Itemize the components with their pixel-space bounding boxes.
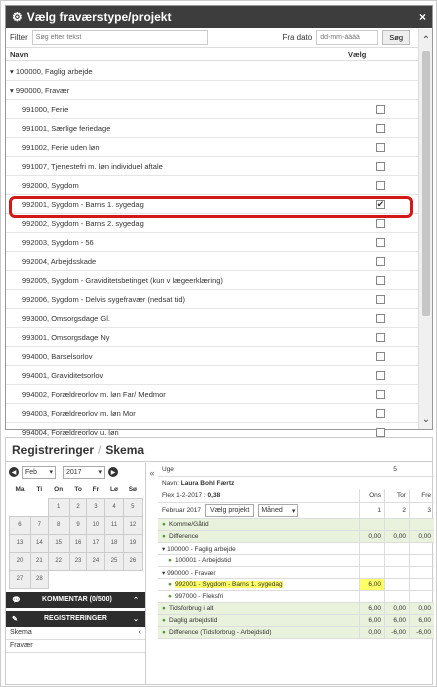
timesheet-row[interactable] [158,627,434,639]
timesheet-row-label: 997000 - Fleksfri [174,593,224,600]
employee-name: Laura Bohl Færtz [180,479,235,487]
timesheet-row[interactable] [158,531,434,543]
edit-icon: ✎ [12,615,18,623]
weekday-label: To [74,485,82,493]
select-checkbox[interactable] [376,371,385,380]
month-select[interactable] [22,466,56,479]
dialog-title: Vælg fraværstype/projekt [26,10,172,24]
timesheet-grid [158,463,434,685]
day-number: 2 [384,503,409,518]
year-value: 2017 [66,468,82,476]
list-item[interactable] [6,62,418,81]
calendar-day[interactable]: 1 [48,498,69,516]
hours-cell[interactable] [359,555,384,566]
select-checkbox[interactable] [376,181,385,190]
week-number: 5 [393,466,397,473]
chevron-up-icon: ⌃ [133,596,139,604]
chevron-down-icon: ▾ [291,507,296,515]
filter-row [6,28,432,48]
side-menu-label: Fravær [10,642,33,649]
left-panel [6,463,146,685]
list-item[interactable] [6,385,418,404]
calendar-day[interactable]: 26 [123,552,142,570]
hours-cell[interactable] [409,543,434,554]
list-item[interactable] [6,290,418,309]
calendar-day [10,498,31,516]
calendar-day[interactable]: 25 [105,552,123,570]
calendar-day [87,570,105,588]
list-item[interactable] [6,176,418,195]
registrations-bar-label: REGISTRERINGER [43,615,107,622]
select-checkbox[interactable] [376,257,385,266]
dialog-titlebar [6,6,432,28]
list-item-label: ▾ 100000, Faglig arbejde [10,66,93,76]
calendar-day[interactable]: 17 [87,534,105,552]
calendar-day[interactable]: 27 [10,570,31,588]
select-checkbox[interactable]: ✔ [376,198,385,209]
select-absence-dialog [5,5,433,437]
list-item-label: 991002, Ferie uden løn [22,142,100,152]
timesheet-row-label: Difference [168,533,199,540]
flex-label: Flex 1-2-2017 : [162,492,206,499]
hours-cell[interactable]: 0,00 [359,531,384,542]
hours-cell[interactable] [384,543,409,554]
col-select: Vælg [348,49,367,59]
list-item-label: 994003, Forældreorlov m. løn Mor [22,408,136,418]
calendar-day[interactable]: 24 [87,552,105,570]
month-label: Februar 2017 [162,507,202,514]
side-menu-item[interactable] [6,640,145,653]
calendar-day[interactable]: 19 [123,534,142,552]
calendar-day[interactable]: 5 [123,498,142,516]
select-checkbox[interactable] [376,124,385,133]
calendar-day [69,570,87,588]
list-item-label: 991000, Ferie [22,104,69,114]
timesheet-row-label: Tidsforbrug i alt [168,605,214,612]
hours-cell[interactable] [409,579,434,590]
list-item[interactable] [6,347,418,366]
timesheet-row-label: Daglig arbejdstid [168,617,218,624]
next-month-icon[interactable]: ▶ [108,467,118,477]
scroll-thumb[interactable] [422,51,430,316]
weekday-label: Sø [128,485,137,493]
gear-icon: ⚙ [12,10,23,24]
search-button[interactable]: Søg [382,30,410,45]
list-item-label: 992003, Sygdom - 56 [22,237,94,247]
hours-cell[interactable] [384,591,409,602]
calendar-day[interactable]: 23 [69,552,87,570]
timesheet-row[interactable] [158,603,434,615]
timesheet-row-label: Difference (Tidsforbrug - Arbejdstid) [168,629,272,636]
day-number: 3 [409,503,434,518]
list-item[interactable] [6,271,418,290]
select-checkbox[interactable] [376,276,385,285]
hours-cell[interactable]: 0,00 [409,531,434,542]
select-checkbox[interactable] [376,219,385,228]
choose-project-button[interactable]: Vælg projekt [205,504,254,517]
list-item-label: 991001, Særlige feriedage [22,123,111,133]
chevron-left-icon: ‹ [138,629,141,636]
select-checkbox[interactable] [376,238,385,247]
select-checkbox[interactable] [376,428,385,437]
hours-cell[interactable]: 0,00 [384,603,409,614]
list-item[interactable] [6,233,418,252]
list-item-label: 994002, Forældreorlov m. løn Far/ Medmor [22,389,166,399]
calendar-day[interactable]: 21 [30,552,48,570]
list-item-label: 992001, Sygdom - Barns 1. sygedag [22,199,144,209]
calendar-day[interactable]: 28 [30,570,48,588]
calendar-day[interactable]: 2 [69,498,87,516]
date-input[interactable] [316,30,378,45]
prev-month-icon[interactable]: ◀ [9,467,19,477]
list-item-label: 993001, Omsorgsdage Ny [22,332,110,342]
timesheet-row[interactable] [158,555,434,567]
list-item[interactable] [6,195,418,214]
calendar-day[interactable]: 10 [87,516,105,534]
weekday-label: On [54,485,64,493]
filter-input[interactable] [32,30,208,45]
hours-cell[interactable] [409,567,434,578]
side-menu [6,627,145,653]
select-checkbox[interactable] [376,162,385,171]
col-name: Navn [10,49,29,59]
registrations-bar[interactable] [6,611,145,627]
list-item-label: 992005, Sygdom - Graviditetsbetinget (kun v lægeerklæring) [22,275,223,285]
status-dot-icon: ● [168,557,172,564]
day-head: Ons [359,489,384,502]
list-item-label: 993000, Omsorgsdage Gl. [22,313,110,323]
weekday-label: Ma [15,486,25,493]
calendar-day[interactable]: 20 [10,552,31,570]
timesheet-row[interactable] [158,519,434,531]
timesheet-row-label: 992001 - Sygdom - Barns 1. sygedag [174,581,283,588]
select-checkbox[interactable] [376,295,385,304]
month-value: Feb [25,468,38,476]
status-dot-icon: ● [162,617,166,624]
calendar-nav [6,463,145,481]
scrollbar[interactable] [418,29,432,429]
list-item-label: 992000, Sygdom [22,180,79,190]
side-menu-label: Skema [10,629,32,636]
side-menu-item[interactable] [6,627,145,640]
hours-cell[interactable]: 6,00 [384,615,409,626]
crumb-separator: / [98,442,102,457]
hours-cell[interactable]: 6,00 [359,603,384,614]
comment-icon: 💬 [12,596,21,604]
weekday-label: Lø [110,485,118,493]
comment-bar-label: KOMMENTAR (0/500) [41,596,112,603]
select-checkbox[interactable] [376,143,385,152]
chevron-down-icon: ⌄ [133,615,139,623]
calendar-day [105,570,123,588]
list-item-label: ▾ 990000, Fravær [10,85,70,95]
calendar-day [30,498,48,516]
timesheet-row-label: ▾ 990000 - Fravær [162,569,216,577]
list-item-label: 994004, Forældreorlov u. løn [22,427,119,437]
chevron-down-icon: ▾ [98,469,102,476]
mini-calendar [9,481,143,589]
select-checkbox[interactable] [376,105,385,114]
day-head: Fre [409,489,434,502]
hours-cell[interactable]: 0,00 [384,531,409,542]
filter-label: Filter [10,33,28,42]
period-value: Måned [261,507,283,514]
calendar-day[interactable]: 11 [105,516,123,534]
calendar-day[interactable]: 18 [105,534,123,552]
hours-cell[interactable] [409,519,434,530]
hours-cell[interactable] [384,555,409,566]
calendar-day[interactable]: 8 [48,516,69,534]
chevron-up-icon[interactable]: ⌃ [421,35,431,46]
crumb-skema: Skema [105,442,145,457]
calendar-day[interactable]: 16 [69,534,87,552]
calendar-day [123,570,142,588]
calendar-day[interactable]: 6 [10,516,31,534]
list-item-label: 994001, Graviditetsorlov [22,370,104,380]
calendar-day[interactable]: 12 [123,516,142,534]
close-icon[interactable]: × [418,10,426,24]
list-item[interactable] [6,309,418,328]
list-item[interactable] [6,214,418,233]
select-checkbox[interactable] [376,409,385,418]
list-item-label: 994000, Barselsorlov [22,351,93,361]
calendar-day [48,570,69,588]
select-checkbox[interactable] [376,333,385,342]
hours-cell[interactable]: -6,00 [409,627,434,638]
calendar-day[interactable]: 4 [105,498,123,516]
crumb-registreringer[interactable]: Registreringer [12,442,95,457]
comment-bar[interactable] [6,592,145,608]
status-dot-icon: ● [162,521,166,528]
list-item[interactable] [6,366,418,385]
list-item[interactable] [6,404,418,423]
hours-cell[interactable] [359,519,384,530]
timesheet-row[interactable] [158,591,434,603]
timesheet-row-label: ▾ 100000 - Faglig arbejde [162,545,236,553]
list-header [6,48,418,61]
chevron-down-icon: ▾ [49,469,53,476]
chevron-down-icon[interactable]: ⌄ [421,414,431,425]
calendar-day[interactable]: 9 [69,516,87,534]
calendar-day[interactable]: 22 [48,552,69,570]
select-checkbox[interactable] [376,314,385,323]
list-item[interactable] [6,252,418,271]
select-checkbox[interactable] [376,352,385,361]
period-select[interactable] [258,504,298,517]
year-select[interactable] [63,466,105,479]
breadcrumb [6,438,432,462]
list-item-label: 991007, Tjenestefri m. løn individuel aftale [22,161,163,171]
hours-cell[interactable]: 6,00 [409,615,434,626]
hours-cell[interactable] [359,591,384,602]
status-dot-icon: ● [162,629,166,636]
list-item[interactable] [6,119,418,138]
status-dot-icon: ● [168,581,172,588]
hours-cell[interactable] [384,519,409,530]
timesheet-row[interactable] [158,543,434,555]
calendar-day[interactable]: 3 [87,498,105,516]
timesheet-lines [158,519,434,639]
list-item[interactable] [6,100,418,119]
hours-cell[interactable] [359,567,384,578]
list-item-label: 992004, Arbejdsskade [22,256,97,266]
status-dot-icon: ● [168,593,172,600]
list-item-label: 992006, Sygdom - Delvis sygefravær (nedsat tid) [22,294,185,304]
week-label: Uge [162,466,174,473]
timesheet-row[interactable] [158,567,434,579]
calendar-day[interactable]: 14 [30,534,48,552]
name-label: Navn: [162,479,179,487]
project-list [6,62,418,442]
calendar-day[interactable]: 7 [30,516,48,534]
list-item[interactable] [6,328,418,347]
hours-cell[interactable]: 6,00 [359,579,384,590]
day-number: 1 [359,503,384,518]
timesheet-row[interactable] [158,579,434,591]
hours-cell[interactable]: 6,00 [359,615,384,626]
hours-cell[interactable]: 0,00 [359,627,384,638]
status-dot-icon: ● [162,533,166,540]
calendar-day[interactable]: 15 [48,534,69,552]
weekday-label: Fr [92,485,100,493]
hours-cell[interactable]: 0,00 [409,603,434,614]
timesheet-row-label: 100001 - Arbejdstid [174,557,231,564]
hours-cell[interactable] [384,579,409,590]
hours-cell[interactable]: -6,00 [384,627,409,638]
hours-cell[interactable] [409,555,434,566]
list-item[interactable] [6,81,418,100]
hours-cell[interactable] [409,591,434,602]
collapse-icon[interactable]: « [149,468,155,478]
flex-value: 0,38 [207,492,221,499]
date-label: Fra dato [282,33,313,42]
select-checkbox[interactable] [376,390,385,399]
weekday-label: Ti [36,486,43,493]
timesheet-row[interactable] [158,615,434,627]
status-dot-icon: ● [162,605,166,612]
registration-panel [5,437,433,685]
calendar-day[interactable]: 13 [10,534,31,552]
list-item-label: 992002, Sygdom - Barns 2. sygedag [22,218,144,228]
hours-cell[interactable] [359,543,384,554]
hours-cell[interactable] [384,567,409,578]
list-item[interactable] [6,157,418,176]
timesheet-row-label: Komme/Gåtid [168,521,209,528]
day-head: Tor [384,489,409,502]
list-item[interactable] [6,138,418,157]
